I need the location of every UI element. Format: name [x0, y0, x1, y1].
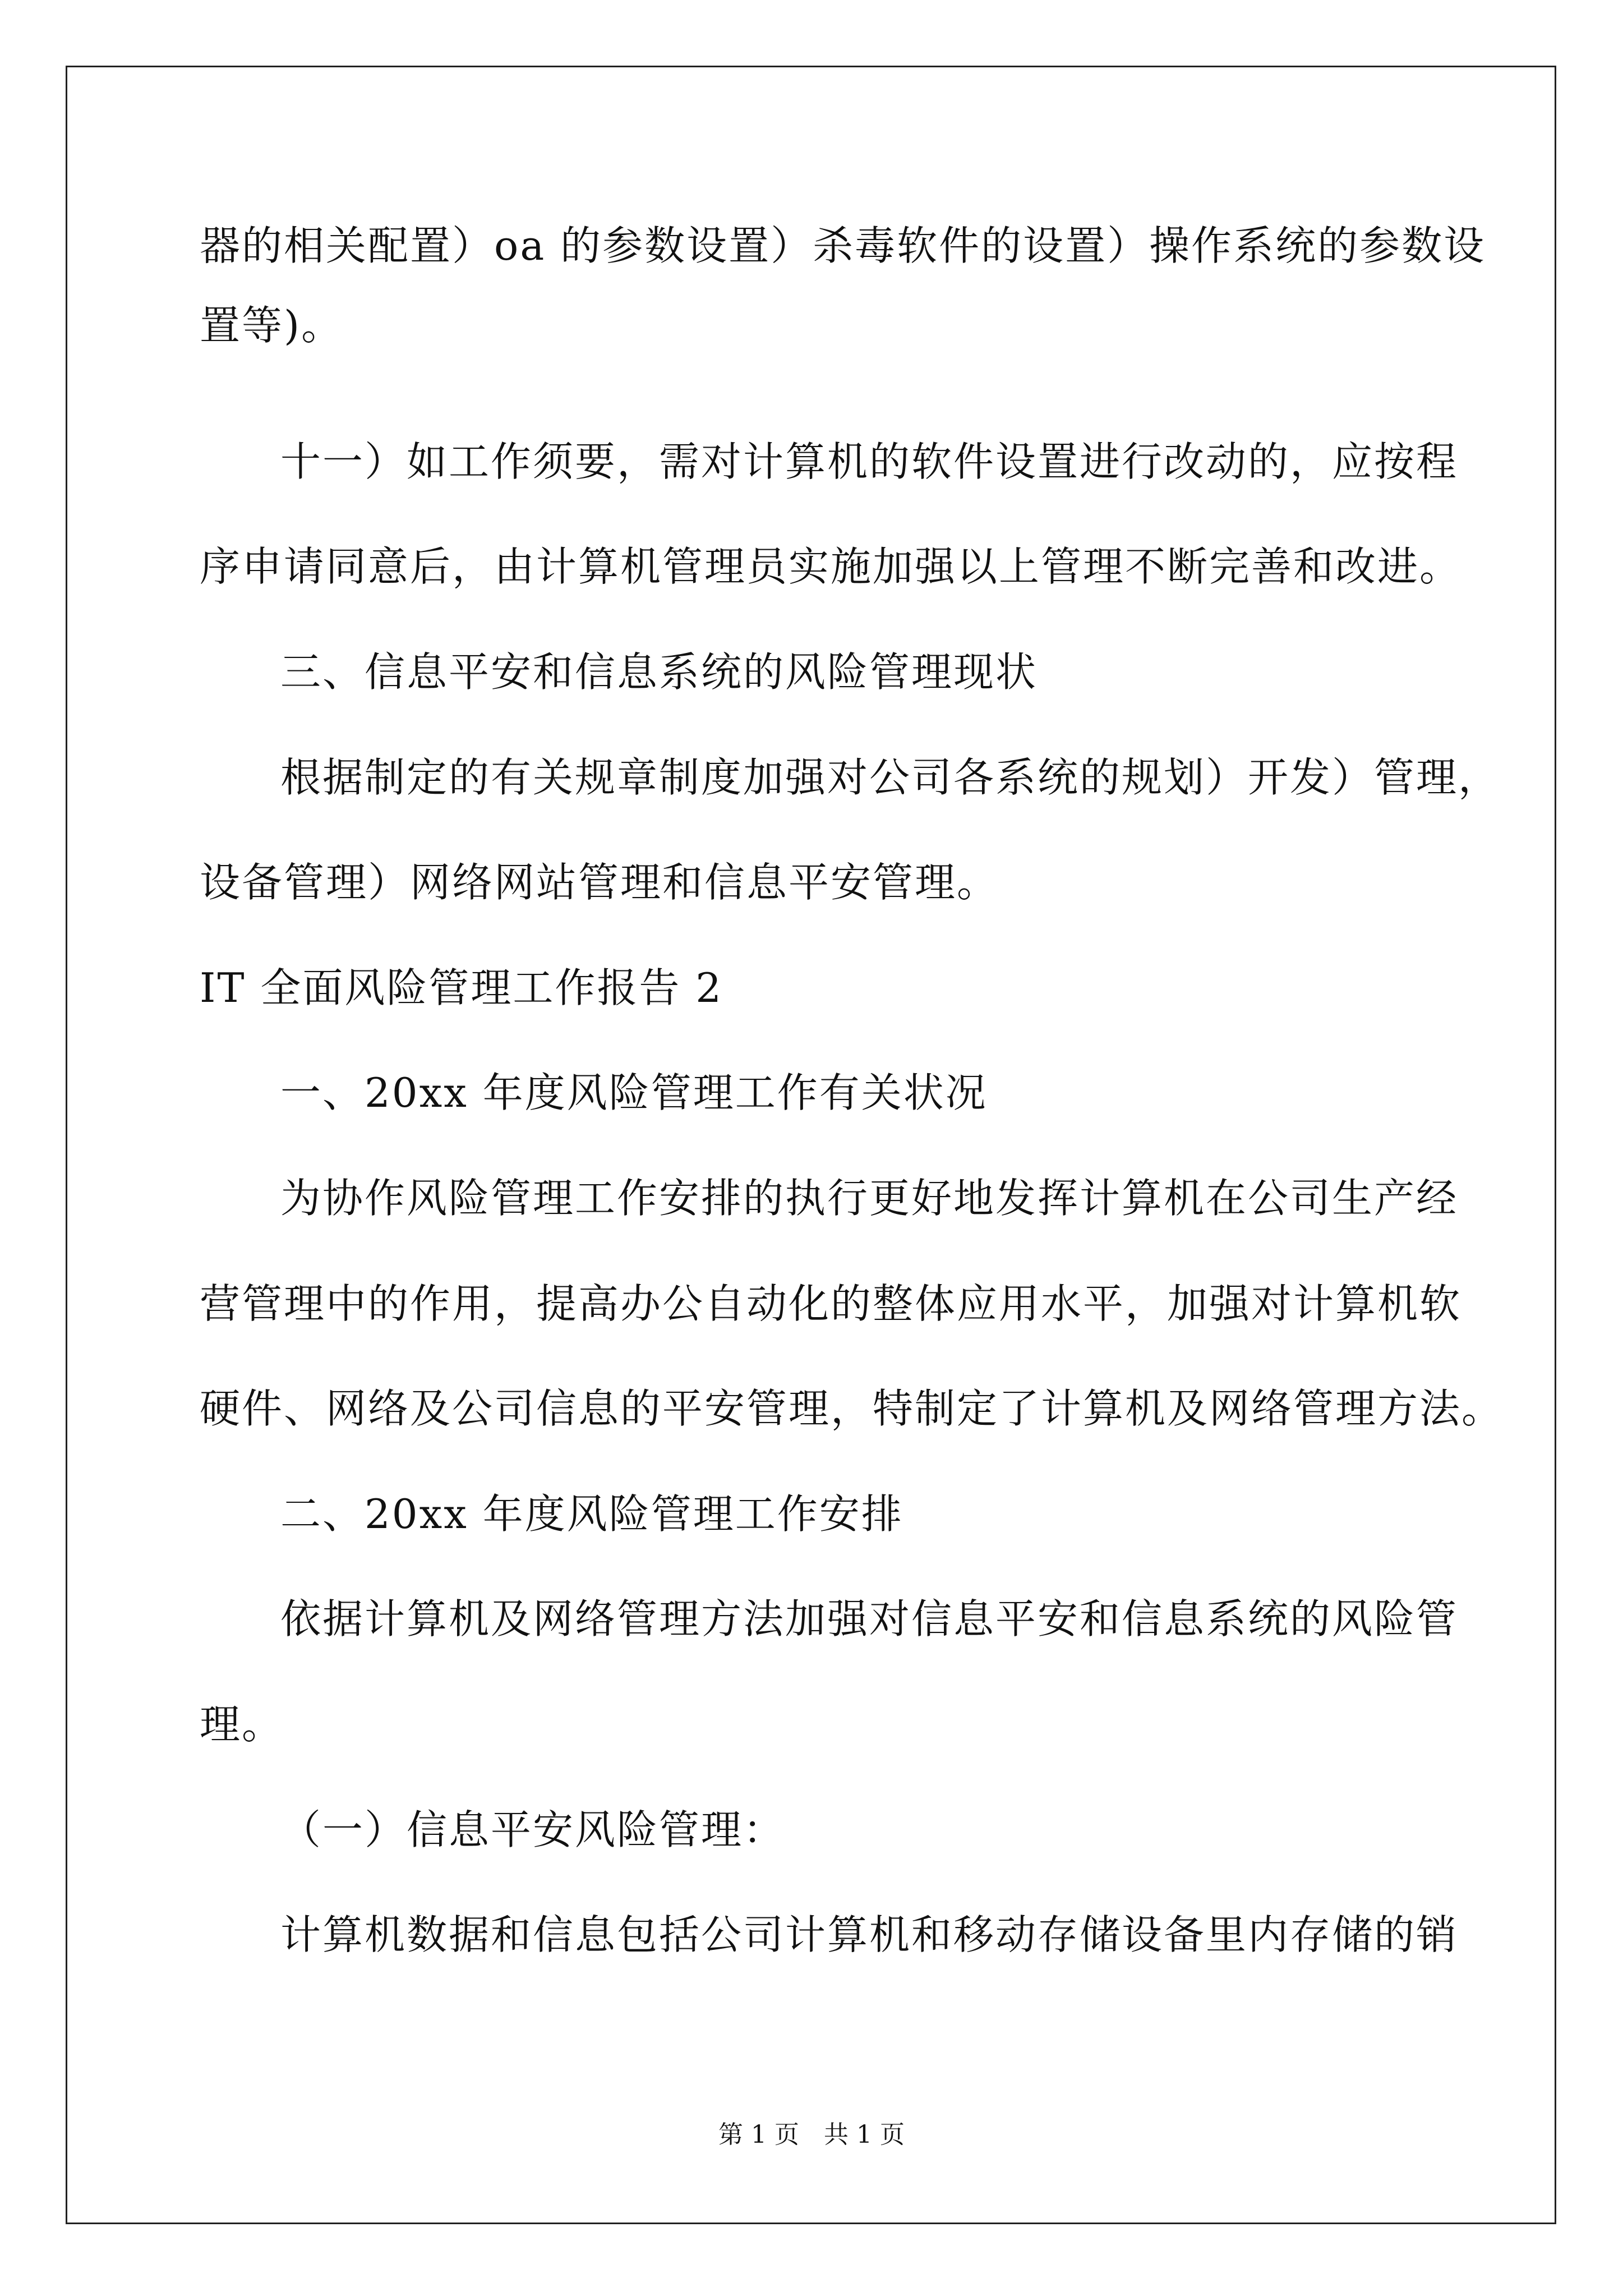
body-text-line: 序申请同意后，由计算机管理员实施加强以上管理不断完善和改进。 [200, 543, 1462, 590]
body-text-line: 理。 [200, 1701, 284, 1748]
body-text-line: 营管理中的作用，提高办公自动化的整体应用水平，加强对计算机软 [200, 1280, 1462, 1327]
body-text-line: 器的相关配置）oa 的参数设置）杀毒软件的设置）操作系统的参数设 [200, 222, 1486, 269]
body-text-line: 十一）如工作须要，需对计算机的软件设置进行改动的，应按程 [280, 438, 1459, 485]
body-text-line: 为协作风险管理工作安排的执行更好地发挥计算机在公司生产经 [280, 1175, 1459, 1222]
body-text-line: 设备管理）网络网站管理和信息平安管理。 [200, 859, 999, 906]
subsection-heading: （一）信息平安风险管理： [280, 1806, 786, 1853]
section-heading: 二、20xx 年度风险管理工作安排 [280, 1490, 903, 1538]
body-text-line: 硬件、网络及公司信息的平安管理，特制定了计算机及网络管理方法。 [200, 1385, 1504, 1432]
page-number-footer: 第 1 页 共 1 页 [718, 2120, 905, 2149]
section-heading: 一、20xx 年度风险管理工作有关状况 [280, 1069, 988, 1116]
section-heading: 三、信息平安和信息系统的风险管理现状 [280, 648, 1038, 696]
body-text-line: 根据制定的有关规章制度加强对公司各系统的规划）开发）管理， [280, 754, 1501, 801]
page-border [66, 66, 1556, 2224]
report-title: IT 全面风险管理工作报告 2 [200, 964, 723, 1011]
body-text-line: 置等)。 [200, 302, 344, 349]
body-text-line: 依据计算机及网络管理方法加强对信息平安和信息系统的风险管 [280, 1595, 1459, 1642]
body-text-line: 计算机数据和信息包括公司计算机和移动存储设备里内存储的销 [280, 1911, 1459, 1958]
